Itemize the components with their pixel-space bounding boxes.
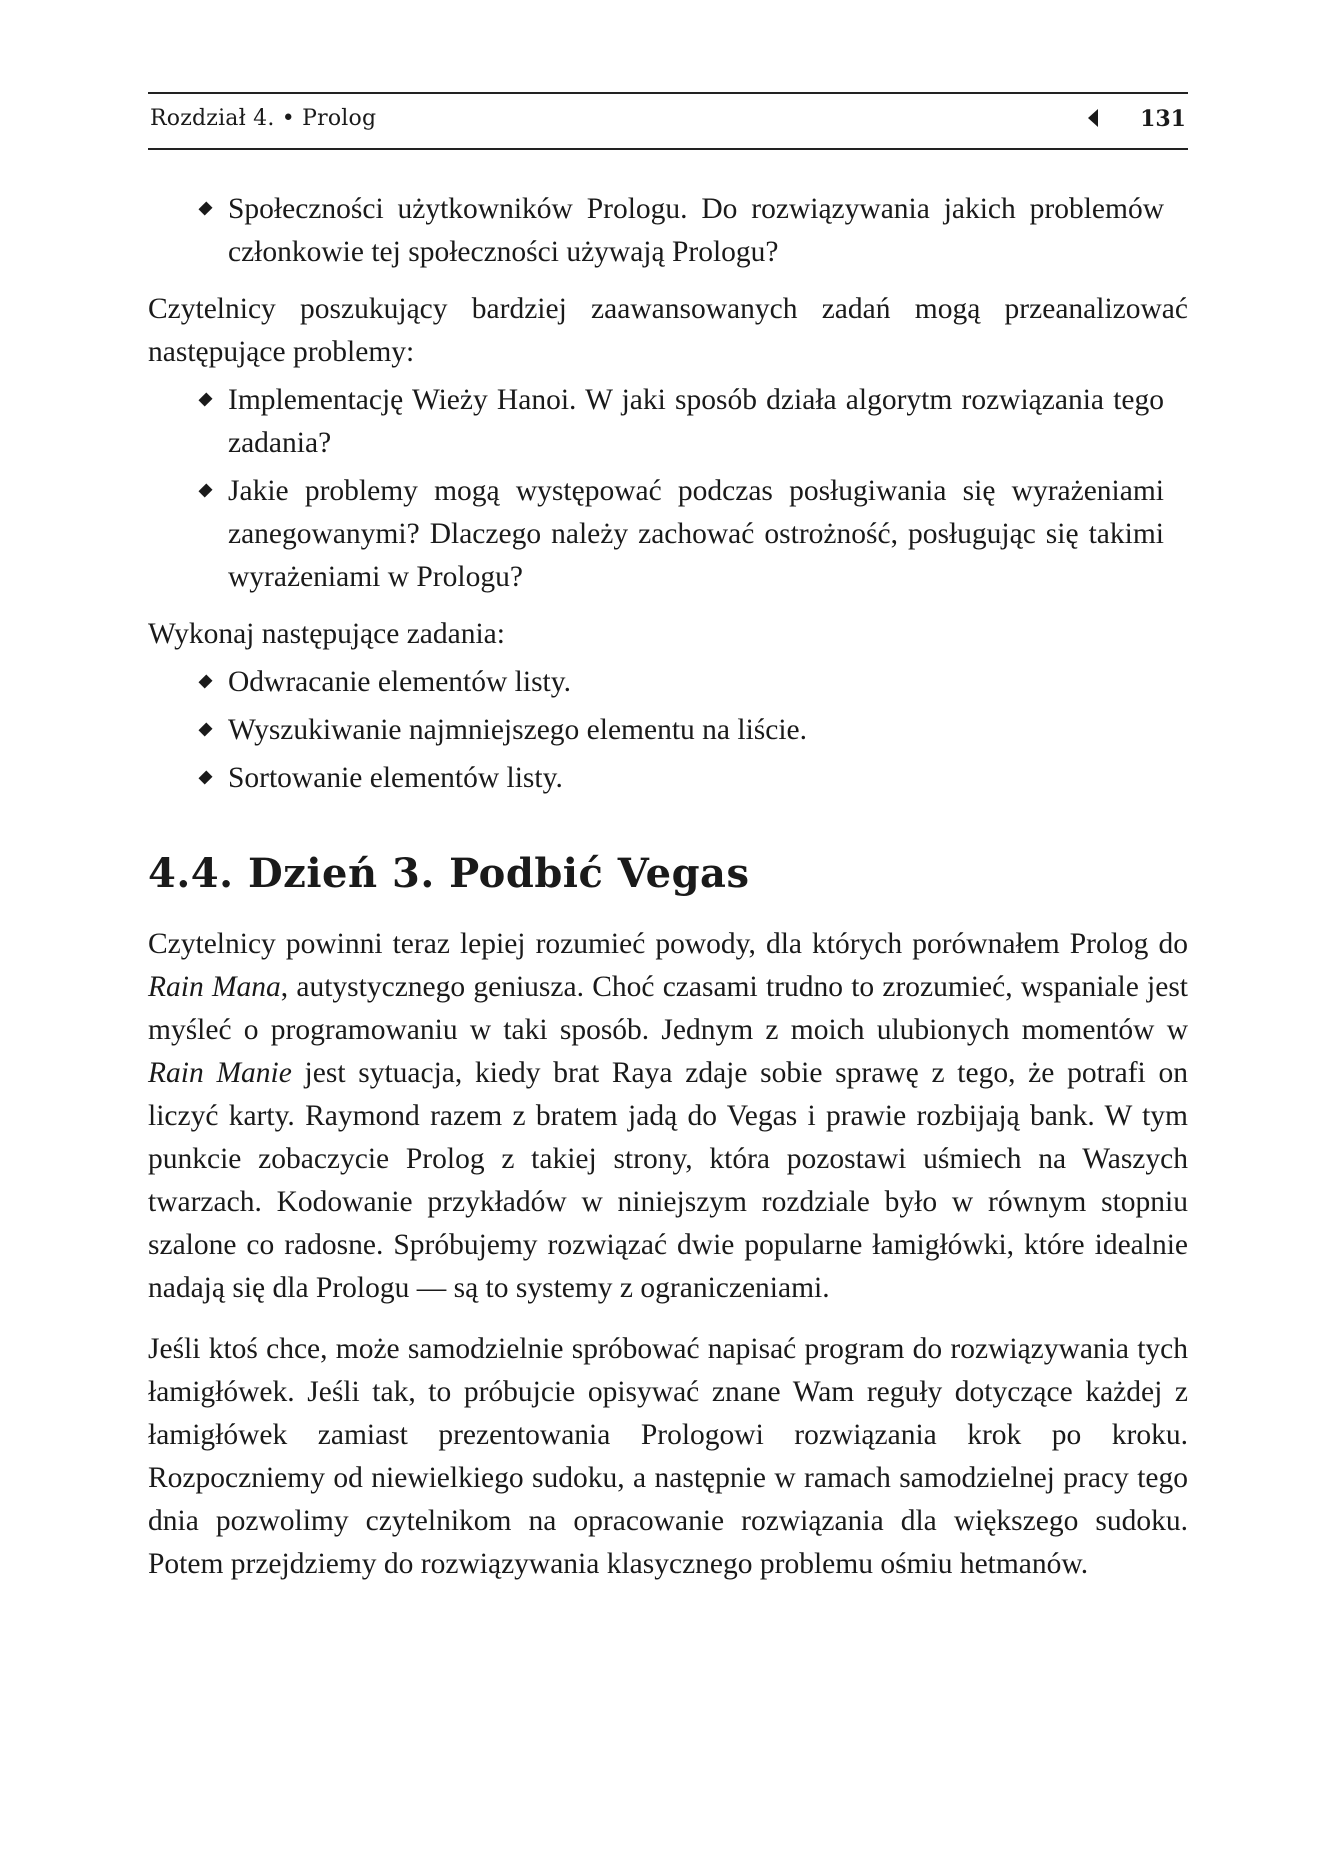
text-run: jest sytuacja, kiedy brat Raya zdaje sobie sprawę z tego, że potrafi on liczyć karty. Raymond razem z bratem jadą do Vegas i prawie rozbijają bank. W tym punkcie zobaczycie Prolog z takiej strony, która pozostawi uśmiech na Waszych twarzach. Kodowanie przykładów w niniejszym rozdziale było w równym stopniu szalone co radosne. Spróbujemy rozwiązać dwie popularne łamigłówki, które idealnie nadają się dla Prologu — są to systemy z ograniczeniami. (148, 1057, 1188, 1304)
text-run: , autystycznego geniusza. Choć czasami trudno to zrozumieć, wspaniale jest myśleć o programowaniu w taki sposób. Jednym z moich ulubionych momentów w (148, 971, 1188, 1046)
chapter-title: Rozdział 4. • Prolog (150, 106, 377, 131)
bullet-list-community (148, 188, 1188, 274)
list-item-text: Odwracanie elementów listy. (228, 666, 571, 698)
section-heading: 4.4. Dzień 3. Podbić Vegas (148, 850, 750, 897)
list-item-text: Społeczności użytkowników Prologu. Do rozwiązywania jakich problemów członkowie tej społeczności używają Prologu? (228, 193, 1164, 268)
list-item (148, 709, 1188, 752)
book-page (148, 92, 1188, 1586)
page-number: 131 (1140, 106, 1186, 132)
list-item (148, 379, 1188, 465)
list-item-text: Wyszukiwanie najmniejszego elementu na liście. (228, 714, 808, 746)
bullet-list-tasks (148, 661, 1188, 800)
page-content (148, 188, 1188, 1586)
bullet-list-advanced (148, 379, 1188, 599)
paragraph-tasks: Wykonaj następujące zadania: (148, 618, 505, 650)
diamond-bullet-icon (198, 674, 212, 688)
list-item-text: Sortowanie elementów listy. (228, 762, 563, 794)
list-item-text: Implementację Wieży Hanoi. W jaki sposób działa algorytm rozwiązania tego zadania? (228, 384, 1164, 459)
diamond-bullet-icon (198, 483, 212, 497)
italic-title: Rain Mana (148, 971, 281, 1003)
list-item (148, 470, 1188, 599)
italic-title: Rain Manie (148, 1057, 292, 1089)
paragraph-advanced: Czytelnicy poszukujący bardziej zaawansowanych zadań mogą przeanalizować następujące problemy: (148, 293, 1188, 368)
paragraph-puzzles: Jeśli ktoś chce, może samodzielnie spróbować napisać program do rozwiązywania tych łamigłówek. Jeśli tak, to próbujcie opisywać znane Wam reguły dotyczące każdej z łamigłówek zamiast prezentowania Prologowi rozwiązania krok po kroku. Rozpoczniemy od niewielkiego sudoku, a następnie w ramach samodzielnej pracy tego dnia pozwolimy czytelnikom na opracowanie rozwiązania dla większego sudoku. Potem przejdziemy do rozwiązywania klasycznego problemu ośmiu hetmanów. (148, 1333, 1188, 1580)
list-item-text: Jakie problemy mogą występować podczas posługiwania się wyrażeniami zanegowanymi? Dlaczego należy zachować ostrożność, posługując się takimi wyrażeniami w Prologu? (228, 475, 1164, 593)
text-run: Czytelnicy powinni teraz lepiej rozumieć powody, dla których porównałem Prolog do (148, 928, 1188, 960)
diamond-bullet-icon (198, 722, 212, 736)
diamond-bullet-icon (198, 392, 212, 406)
list-item (148, 188, 1188, 274)
diamond-bullet-icon (198, 770, 212, 784)
list-item (148, 661, 1188, 704)
diamond-bullet-icon (198, 201, 212, 215)
page-marker-arrow-icon (1088, 109, 1098, 127)
list-item (148, 757, 1188, 800)
paragraph-rain-man (148, 923, 1188, 1310)
running-header (148, 92, 1188, 150)
